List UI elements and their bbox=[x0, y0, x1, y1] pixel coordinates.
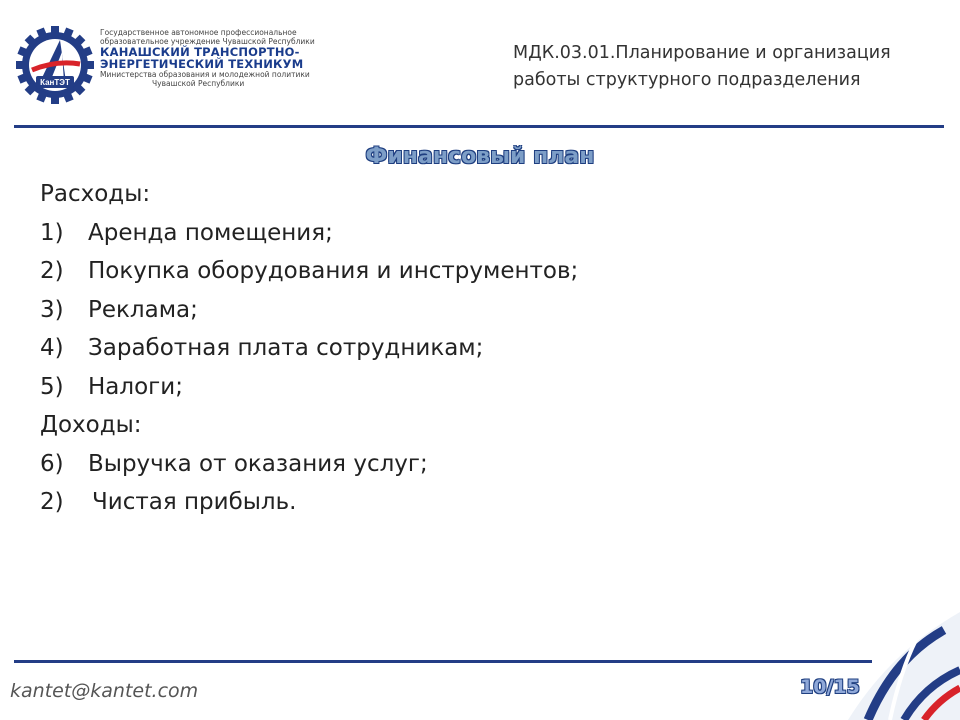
line-text: Аренда помещения; bbox=[88, 219, 333, 246]
course-title bbox=[513, 40, 953, 94]
line-text: Покупка оборудования и инструментов; bbox=[88, 258, 579, 284]
line-text: Доходы: bbox=[40, 412, 142, 438]
corner-swoosh-icon bbox=[820, 612, 960, 720]
college-name-block bbox=[100, 28, 320, 88]
college-logo bbox=[14, 24, 314, 104]
list-item bbox=[40, 252, 900, 291]
list-item bbox=[40, 291, 900, 330]
section-label-expenses bbox=[40, 175, 900, 214]
list-number: 4) bbox=[40, 335, 64, 361]
list-number: 1) bbox=[40, 219, 64, 246]
course-title-line: МДК.03.01.Планирование и организация bbox=[513, 43, 891, 63]
list-item bbox=[40, 214, 900, 253]
org-subtitle-line: образовательное учреждение Чувашской Республики bbox=[100, 37, 315, 46]
org-subtitle-line: Государственное автономное профессиональное bbox=[100, 28, 297, 37]
college-name-line: ЭНЕРГЕТИЧЕСКИЙ ТЕХНИКУМ bbox=[100, 57, 304, 71]
college-name-line: КАНАШСКИЙ ТРАНСПОРТНО- bbox=[100, 45, 300, 59]
list-number: 5) bbox=[40, 373, 64, 400]
ministry-line: Министерства образования и молодежной политики bbox=[100, 70, 310, 79]
svg-text:КанТЭТ: КанТЭТ bbox=[40, 78, 70, 87]
line-text: Расходы: bbox=[40, 181, 151, 207]
gear-emblem-icon bbox=[14, 24, 96, 106]
list-number: 3) bbox=[40, 296, 64, 323]
list-number: 2) bbox=[40, 489, 64, 515]
line-text: Чистая прибыль. bbox=[92, 489, 297, 515]
ministry-line: Чувашской Республики bbox=[152, 79, 245, 88]
header-divider bbox=[14, 125, 944, 128]
list-item bbox=[40, 445, 900, 484]
line-text: Реклама; bbox=[88, 296, 198, 323]
line-text: Заработная плата сотрудникам; bbox=[88, 335, 484, 361]
slide-heading: Финансовый план bbox=[365, 144, 595, 169]
line-text: Налоги; bbox=[88, 373, 183, 400]
course-title-line: работы структурного подразделения bbox=[513, 70, 861, 90]
slide-body bbox=[40, 175, 900, 522]
list-item bbox=[40, 329, 900, 368]
page-number: 10/15 bbox=[800, 676, 860, 698]
list-number: 2) bbox=[40, 258, 64, 284]
list-item bbox=[40, 368, 900, 407]
line-text: Выручка от оказания услуг; bbox=[88, 450, 428, 477]
section-label-income bbox=[40, 406, 900, 445]
footer-divider bbox=[14, 660, 872, 663]
footer-email[interactable]: kantet@kantet.com bbox=[10, 680, 199, 702]
list-number: 6) bbox=[40, 450, 64, 477]
list-item bbox=[40, 483, 900, 522]
